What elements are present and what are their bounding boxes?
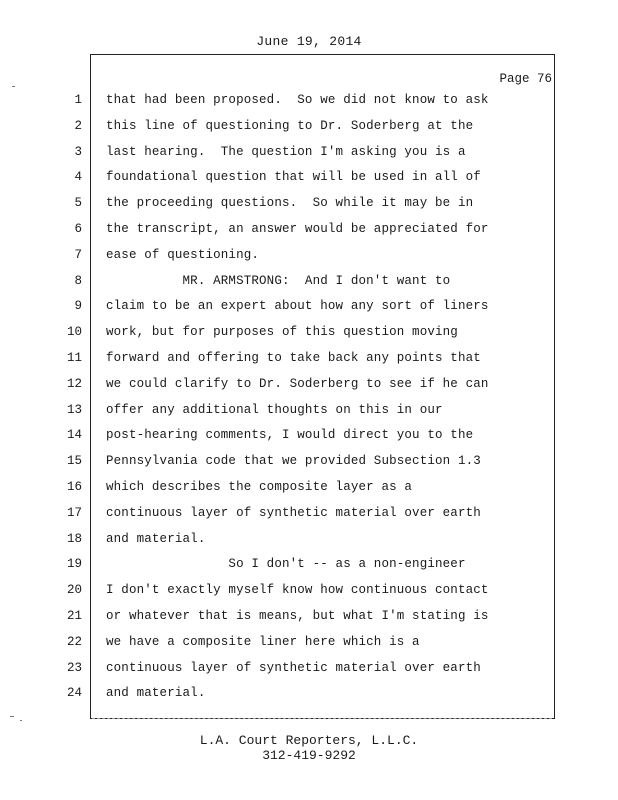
scan-speck <box>20 720 22 721</box>
line-text: Pennsylvania code that we provided Subsection 1.3 <box>106 454 481 469</box>
line-number: 3 <box>74 144 82 159</box>
transcript-line <box>0 325 618 351</box>
line-text: we could clarify to Dr. Soderberg to see if he can <box>106 376 489 391</box>
footer-company: L.A. Court Reporters, L.L.C. <box>199 733 419 748</box>
line-number: 12 <box>66 376 82 391</box>
transcript-line <box>0 248 618 274</box>
line-text: foundational question that will be used in all of <box>106 170 481 185</box>
line-number: 9 <box>74 299 82 314</box>
line-number: 19 <box>66 557 82 572</box>
line-number: 8 <box>74 273 82 288</box>
line-number: 20 <box>66 583 82 598</box>
line-number: 11 <box>66 351 82 365</box>
line-text: and material. <box>106 686 206 701</box>
line-text: ease of questioning. <box>106 247 260 262</box>
transcript-line <box>0 454 618 480</box>
transcript-line <box>0 222 618 248</box>
line-number: 17 <box>66 505 82 520</box>
transcript-line <box>0 299 618 325</box>
transcript-line <box>0 635 618 661</box>
transcript-line <box>0 480 618 506</box>
line-number: 15 <box>66 454 82 469</box>
transcript-line <box>0 351 618 377</box>
line-number: 7 <box>74 247 82 262</box>
line-number: 6 <box>74 222 82 236</box>
line-text: claim to be an expert about how any sort of liners <box>106 299 489 314</box>
line-text: which describes the composite layer as a <box>106 480 413 494</box>
transcript-line <box>0 403 618 429</box>
line-text: I don't exactly myself know how continuous contact <box>106 583 489 598</box>
transcript-line <box>0 428 618 454</box>
transcript-line <box>0 686 618 712</box>
line-number: 22 <box>66 634 82 649</box>
line-text: this line of questioning to Dr. Soderberg at the <box>106 118 474 133</box>
line-number: 23 <box>66 660 82 675</box>
line-number: 13 <box>66 402 82 417</box>
transcript-line <box>0 274 618 300</box>
header-date: June 19, 2014 <box>256 34 362 49</box>
line-text: So I don't -- as a non-engineer <box>106 557 466 572</box>
transcript-line <box>0 609 618 635</box>
line-text: offer any additional thoughts on this in our <box>106 402 443 417</box>
line-number: 24 <box>66 686 82 701</box>
transcript-line <box>0 506 618 532</box>
line-number: 5 <box>74 196 82 211</box>
transcript-line <box>0 661 618 687</box>
line-number: 1 <box>74 93 82 107</box>
transcript-line <box>0 145 618 171</box>
page-number: Page 76 <box>499 72 552 86</box>
line-text: and material. <box>106 531 206 546</box>
line-number: 14 <box>66 428 82 443</box>
line-text: work, but for purposes of this question moving <box>106 325 458 340</box>
line-text: last hearing. The question I'm asking you is a <box>106 144 466 159</box>
line-text: or whatever that is means, but what I'm stating is <box>106 609 489 623</box>
scan-speck <box>10 716 14 717</box>
transcript-line <box>0 532 618 558</box>
footer-phone: 312-419-9292 <box>262 748 356 763</box>
line-text: the proceeding questions. So while it may be in <box>106 196 474 211</box>
line-number: 10 <box>66 325 82 340</box>
transcript-line <box>0 196 618 222</box>
line-text: continuous layer of synthetic material over earth <box>106 505 481 520</box>
transcript-line <box>0 583 618 609</box>
scan-speck <box>12 86 15 87</box>
transcript-line <box>0 93 618 119</box>
transcript-line <box>0 119 618 145</box>
line-text: post-hearing comments, I would direct you to the <box>106 428 474 443</box>
line-text: MR. ARMSTRONG: And I don't want to <box>106 273 451 288</box>
line-text: that had been proposed. So we did not know to ask <box>106 93 489 107</box>
line-number: 2 <box>74 118 82 133</box>
line-text: we have a composite liner here which is a <box>106 634 420 649</box>
transcript-line <box>0 170 618 196</box>
footer <box>0 733 618 763</box>
line-text: the transcript, an answer would be appreciated for <box>106 222 489 236</box>
line-text: forward and offering to take back any points that <box>106 351 481 365</box>
transcript-line <box>0 557 618 583</box>
scan-edge-rule <box>92 718 552 719</box>
line-number: 21 <box>66 609 82 623</box>
transcript-line <box>0 377 618 403</box>
line-number: 4 <box>74 170 82 185</box>
line-number: 16 <box>66 480 82 494</box>
line-text: continuous layer of synthetic material over earth <box>106 660 481 675</box>
line-number: 18 <box>66 531 82 546</box>
